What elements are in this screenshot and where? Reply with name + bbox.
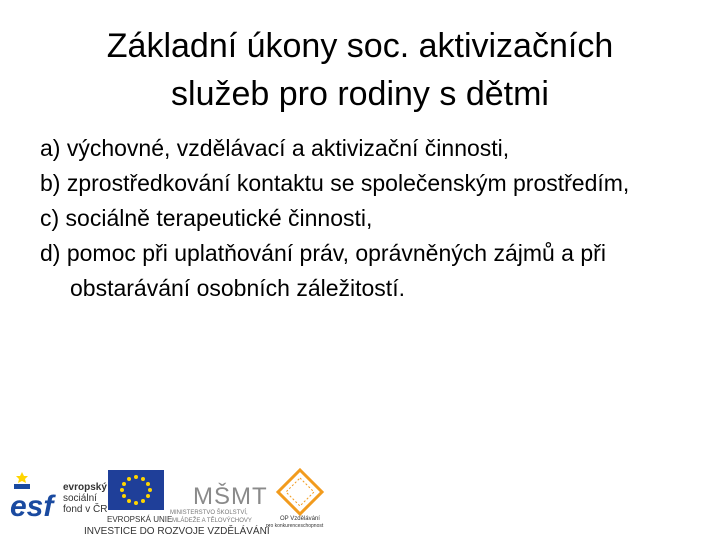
op-line1: OP Vzdělávání (280, 516, 320, 522)
esf-logo (10, 468, 107, 523)
op-line2: pro konkurenceschopnost (266, 523, 324, 529)
footer-tagline: INVESTICE DO ROZVOJE VZDĚLÁVÁNÍ (84, 526, 270, 537)
esf-letters: esf (10, 490, 54, 523)
list-item: c) sociálně terapeutické činnosti, (40, 205, 373, 231)
msmt-letters: MŠMT (193, 483, 268, 510)
esf-text-line3: fond v ČR (63, 504, 108, 515)
item-list (40, 131, 700, 306)
op-vk-logo (266, 470, 324, 529)
list-item: b) zprostředkování kontaktu se společenským prostředím, (40, 170, 630, 196)
eu-label: EVROPSKÁ UNIE (107, 515, 173, 524)
esf-text-line2: sociální (63, 493, 97, 504)
footer-logos (0, 460, 720, 540)
esf-text-line1: evropský (63, 482, 107, 493)
list-item: d) pomoc při uplatňování práv, oprávněných zájmů a při obstarávání osobních záležitostí. (40, 240, 606, 301)
title-line-2: služeb pro rodiny s dětmi (171, 75, 549, 113)
eu-logo (107, 470, 172, 524)
msmt-line1: MINISTERSTVO ŠKOLSTVÍ, (170, 510, 248, 516)
footer-logo-bar (0, 460, 720, 540)
title-line-1: Základní úkony soc. aktivizačních (106, 27, 614, 65)
msmt-line2: MLÁDEŽE A TĚLOVÝCHOVY (172, 518, 252, 524)
msmt-logo (170, 482, 268, 524)
op-diamond-icon (278, 470, 322, 514)
slide-title (40, 22, 680, 118)
list-item: a) výchovné, vzdělávací a aktivizační činnosti, (40, 135, 510, 161)
